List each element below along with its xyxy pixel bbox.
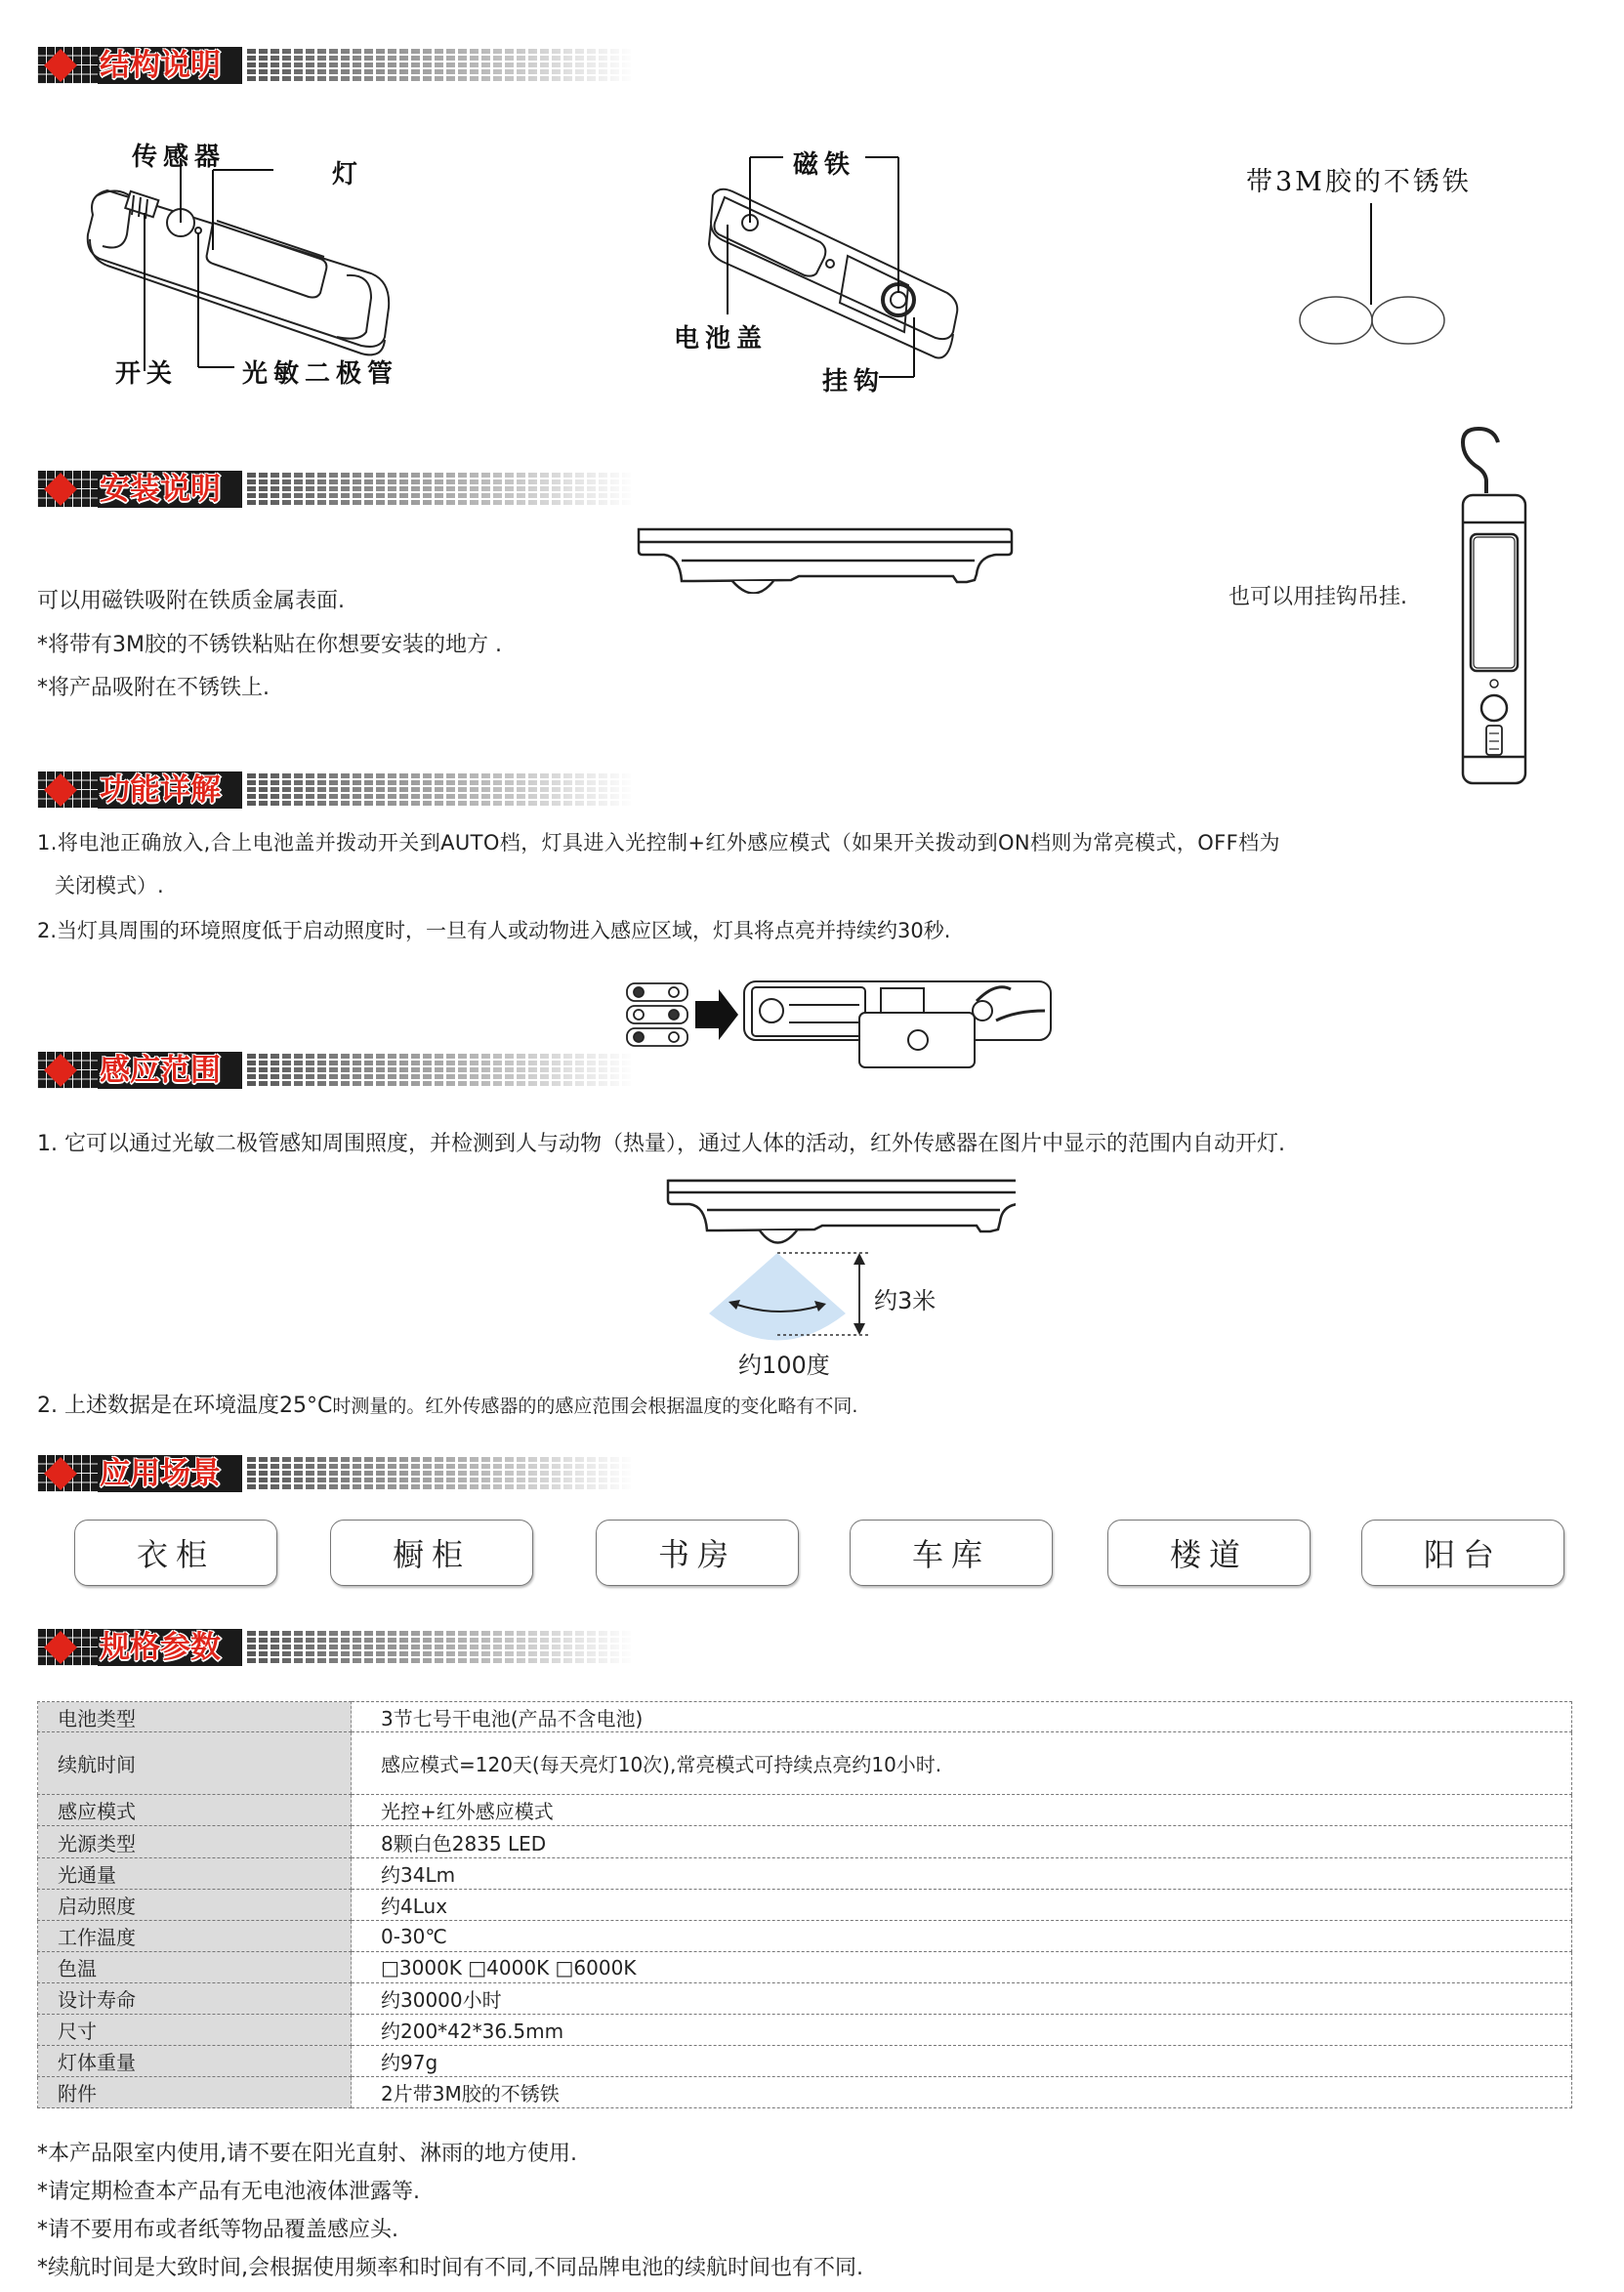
spec-value: 约34Lm (352, 1858, 1572, 1890)
table-row (38, 2077, 1572, 2108)
spec-key: 灯体重量 (38, 2046, 352, 2077)
spec-value: 约30000小时 (352, 1983, 1572, 2015)
scenario-study: 书房 (596, 1520, 799, 1586)
label-sensor: 传感器 (132, 143, 227, 172)
label-photodiode: 光敏二极管 (242, 359, 399, 389)
spec-value: □3000K □4000K □6000K (352, 1952, 1572, 1983)
spec-value: 光控+红外感应模式 (352, 1795, 1572, 1826)
section-header-install (37, 471, 623, 508)
table-row (38, 1983, 1572, 2015)
label-magnet: 磁铁 (793, 150, 856, 180)
table-row (38, 2015, 1572, 2046)
label-switch: 开关 (115, 359, 179, 389)
label-battery-cover: 电池盖 (674, 324, 769, 354)
section-header-function (37, 771, 623, 809)
scenario-garage: 车库 (850, 1520, 1053, 1586)
sensor-zone (709, 1253, 846, 1341)
table-row (38, 1795, 1572, 1826)
sensing-line-1: 1. 它可以通过光敏二极管感知周围照度，并检测到人与动物（热量），通过人体的活动，红外传感器在图片中显示的范围内自动开灯. (37, 1132, 1285, 1156)
label-steel-plate: 带3M胶的不锈铁 (1246, 167, 1472, 197)
steel-plates-illustration (1289, 195, 1455, 352)
section-header-structure (37, 47, 623, 84)
device-side-view-illustration (635, 525, 1025, 594)
spec-value: 约200*42*36.5mm (352, 2015, 1572, 2046)
table-row (38, 1826, 1572, 1858)
note-2: *请定期检查本产品有无电池液体泄露等. (37, 2180, 420, 2204)
spec-key: 尺寸 (38, 2015, 352, 2046)
table-row (38, 1890, 1572, 1921)
install-hook-text: 也可以用挂钩吊挂. (1228, 585, 1407, 609)
function-line-1: 1.将电池正确放入,合上电池盖并拨动开关到AUTO档，灯具进入光控制+红外感应模式（如果开关拨动到ON档则为常亮模式，OFF档为 (37, 831, 1280, 854)
spec-key: 电池类型 (38, 1702, 352, 1732)
function-line-2: 2.当灯具周围的环境照度低于启动照度时，一旦有人或动物进入感应区域，灯具将点亮并持续约30秒. (37, 919, 951, 942)
spec-value: 2片带3M胶的不锈铁 (352, 2077, 1572, 2108)
spec-key: 光通量 (38, 1858, 352, 1890)
spec-key: 感应模式 (38, 1795, 352, 1826)
table-row (38, 1702, 1572, 1732)
spec-table (37, 1701, 1572, 2108)
sensing-range-diagram (664, 1177, 1016, 1353)
spec-key: 设计寿命 (38, 1983, 352, 2015)
spec-value: 约97g (352, 2046, 1572, 2077)
spec-key: 色温 (38, 1952, 352, 1983)
spec-value: 约4Lux (352, 1890, 1572, 1921)
spec-key: 工作温度 (38, 1921, 352, 1952)
install-line-1: 可以用磁铁吸附在铁质金属表面. (37, 589, 345, 613)
table-row (38, 2046, 1572, 2077)
scenario-cabinet: 橱柜 (330, 1520, 533, 1586)
spec-key: 启动照度 (38, 1890, 352, 1921)
spec-key: 续航时间 (38, 1732, 352, 1795)
spec-value: 3节七号干电池(产品不含电池) (352, 1702, 1572, 1732)
device-front-illustration (78, 137, 430, 391)
note-4: *续航时间是大致时间,会根据使用频率和时间有不同,不同品牌电池的续航时间也有不同. (37, 2256, 863, 2280)
section-title: 规格参数 (100, 1630, 221, 1665)
sensing-distance-label: 约3米 (874, 1287, 937, 1314)
note-3: *请不要用布或者纸等物品覆盖感应头. (37, 2218, 398, 2242)
section-header-specs (37, 1629, 623, 1666)
table-row (38, 1952, 1572, 1983)
install-line-2: *将带有3M胶的不锈铁粘贴在你想要安装的地方 . (37, 633, 502, 657)
scenario-stairway: 楼道 (1107, 1520, 1311, 1586)
function-line-1b: 关闭模式）. (55, 874, 164, 897)
section-title: 结构说明 (100, 48, 221, 83)
section-title: 功能详解 (100, 772, 221, 808)
section-header-sensing (37, 1052, 623, 1089)
section-title: 感应范围 (100, 1053, 221, 1088)
note-1: *本产品限室内使用,请不要在阳光直射、淋雨的地方使用. (37, 2142, 577, 2166)
spec-value: 0-30℃ (352, 1921, 1572, 1952)
sensing-line-2: 2. 上述数据是在环境温度25°C时测量的。红外传感器的的感应范围会根据温度的变化略有不同. (37, 1394, 858, 1418)
spec-key: 附件 (38, 2077, 352, 2108)
section-title: 安装说明 (100, 472, 221, 507)
battery-insertion-illustration (625, 972, 1055, 1069)
section-title: 应用场景 (100, 1456, 221, 1491)
label-hook: 挂钩 (822, 367, 886, 396)
scenario-wardrobe: 衣柜 (74, 1520, 277, 1586)
table-row (38, 1921, 1572, 1952)
spec-value: 8颗白色2835 LED (352, 1826, 1572, 1858)
section-header-scenarios (37, 1455, 623, 1492)
table-row (38, 1858, 1572, 1890)
device-hanging-illustration (1455, 425, 1533, 791)
install-line-3: *将产品吸附在不锈铁上. (37, 676, 270, 700)
scenario-balcony: 阳台 (1361, 1520, 1564, 1586)
spec-value: 感应模式=120天(每天亮灯10次),常亮模式可持续点亮约10小时. (352, 1732, 1572, 1795)
spec-key: 光源类型 (38, 1826, 352, 1858)
sensing-angle-label: 约100度 (738, 1352, 830, 1379)
label-lamp: 灯 (332, 160, 364, 189)
table-row (38, 1732, 1572, 1795)
